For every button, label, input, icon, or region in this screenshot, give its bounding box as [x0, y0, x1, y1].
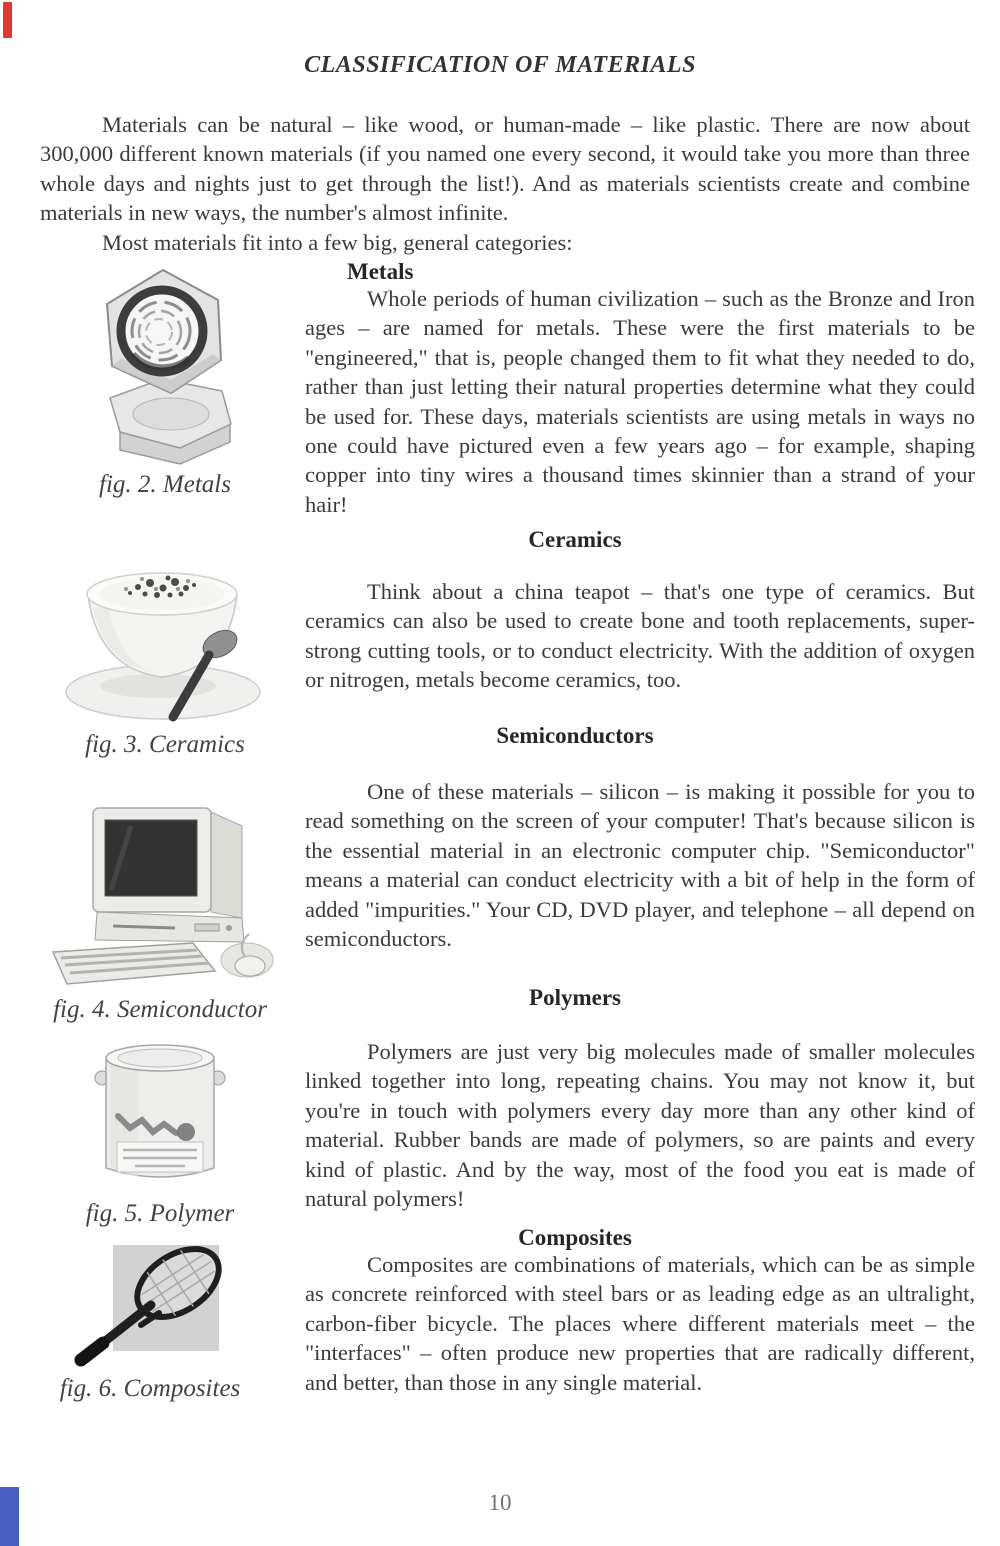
- figure-ceramics: [50, 545, 280, 759]
- teacup-image: [60, 545, 270, 727]
- section-heading-polymers: Polymers: [529, 985, 621, 1010]
- scan-mark-red: [3, 2, 12, 38]
- section-heading-ceramics: Ceramics: [528, 527, 622, 552]
- intro-categories-line: Most materials fit into a few big, general categories:: [102, 229, 573, 255]
- desktop-computer-image: [45, 800, 275, 992]
- paint-can-image: [90, 1032, 230, 1196]
- page-title: CLASSIFICATION OF MATERIALS: [304, 52, 696, 78]
- section-heading-semiconductors: Semiconductors: [496, 723, 654, 748]
- tennis-racket-image: [63, 1243, 238, 1371]
- section-body-composites: Composites are combinations of materials, which can be as simple as concrete reinforced with steel bars or as leading edge as an ultralight, carbon-fiber bicycle. The places where different materials meet – the "interfaces" – often produce new properties that are radically different, and better, than those in any single material.: [305, 1252, 975, 1395]
- section-body-metals: Whole periods of human civilization – such as the Bronze and Iron ages – are named for metals. These were the first materials to be "engineered," that is, people changed them to fit what they needed to do, rather than just letting their natural properties determine what they could be used for. These days, materials scientists are using metals in ways no one could have pictured even a few years ago – for example, shaping copper into tiny wires a thousand times skinnier than a strand of your hair!: [305, 286, 975, 517]
- section-heading-composites: Composites: [518, 1225, 632, 1250]
- intro-block: [40, 110, 970, 257]
- figure-caption-composites: fig. 6. Composites: [59, 1375, 241, 1402]
- section-body-semiconductors: One of these materials – silicon – is making it possible for you to read something on the screen of your computer! That's because silicon is the essential material in an electronic computer chip. "Semiconductor" means a material can conduct electricity with a bit of help in the form of added "impurities." Your CD, DVD player, and telephone – all depend on semiconductors.: [305, 779, 975, 952]
- figure-semiconductor: [35, 800, 285, 1024]
- figure-caption-semiconductor: fig. 4. Semiconductor: [53, 996, 267, 1023]
- page-number: 10: [488, 1490, 512, 1515]
- figure-composites: [35, 1243, 265, 1403]
- section-body-polymers: Polymers are just very big molecules made of smaller molecules linked together into long, repeating chains. You may not know it, but you're in touch with polymers every day more than any other kind of material. Rubber bands are made of polymers, so are paints and every kind of plastic. And by the way, most of the food you eat is made of natural polymers!: [305, 1039, 975, 1212]
- figure-caption-metals: fig. 2. Metals: [99, 471, 231, 498]
- hex-nuts-image: [85, 262, 245, 467]
- figure-metals: [60, 262, 270, 499]
- section-heading-metals: Metals: [347, 259, 414, 284]
- section-body-ceramics: Think about a china teapot – that's one type of ceramics. But ceramics can also be used to create bone and tooth replacements, super-strong cutting tools, or to conduct electricity. With the addition of oxygen or nitrogen, metals become ceramics, too.: [305, 579, 975, 693]
- figure-caption-polymer: fig. 5. Polymer: [85, 1200, 235, 1227]
- figure-polymer: [55, 1032, 265, 1228]
- figure-caption-ceramics: fig. 3. Ceramics: [85, 731, 245, 758]
- intro-paragraph: Materials can be natural – like wood, or human-made – like plastic. There are now about 300,000 different known materials (if you named one every second, it would take you more than three whole days and nights just to get through the list!). And as materials scientists create and combine materials in new ways, the number's almost infinite.: [40, 112, 970, 226]
